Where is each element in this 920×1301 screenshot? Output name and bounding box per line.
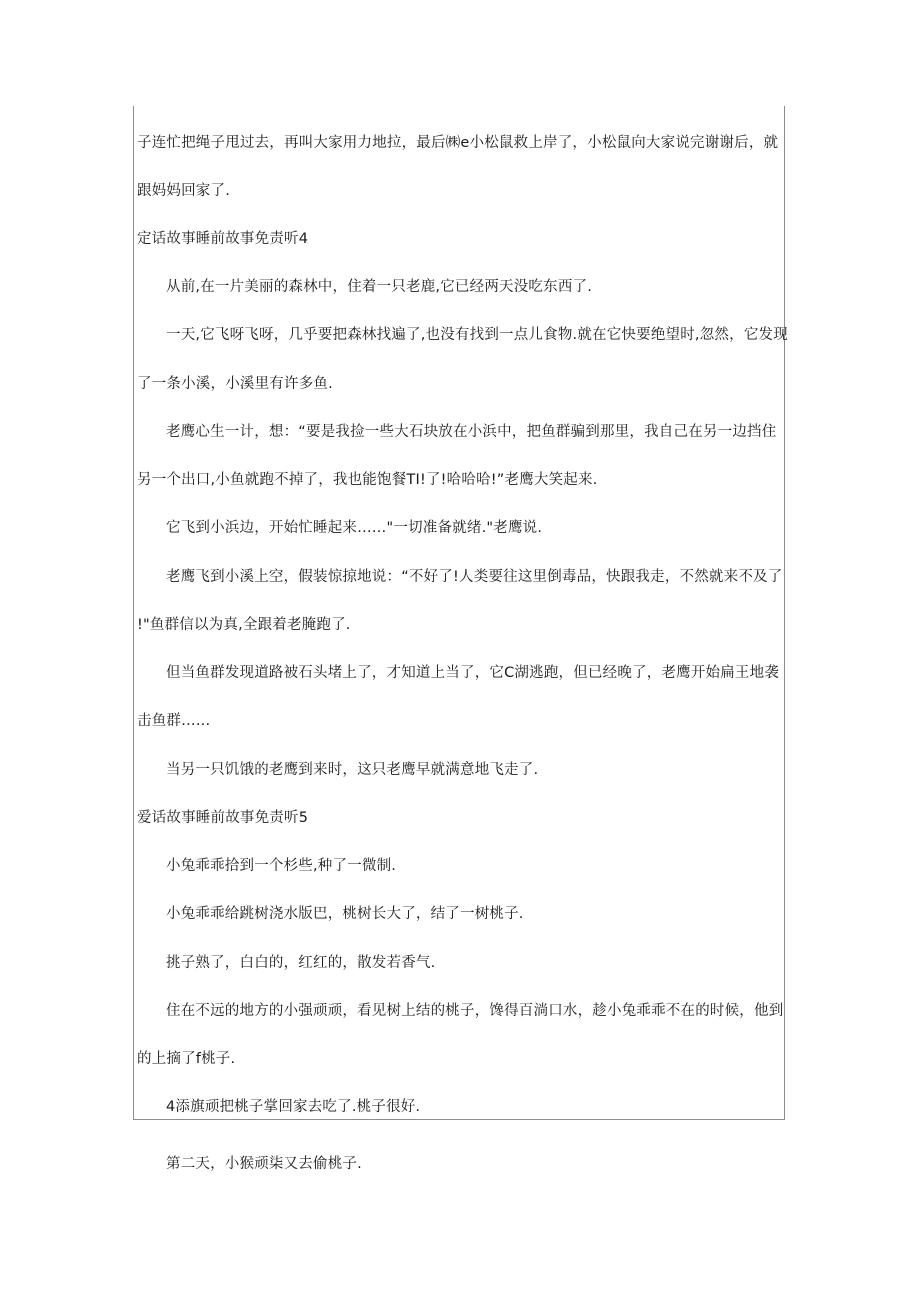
paragraph-line: 第二天，小猴顽柒又去偷桃子. (166, 1156, 362, 1172)
text-line: 了一条小溪，小溪里有许多鱼. (137, 376, 333, 392)
paragraph-line: 一天,它飞呀飞呀，几乎要把森林找遍了,也没有找到一点儿食物.就在它快要绝望时,忽然，它发现 (166, 327, 788, 343)
text-line: 子连忙把绳子甩过去，再叫大家用力地拉，最后㈱e小松鼠救上岸了，小松鼠向大家说完谢谢后，就 (137, 135, 779, 151)
paragraph-line: 小兔乖乖拾到一个杉些,种了一微制. (166, 858, 397, 874)
paragraph-line: 4添旗顽把桃子掌回家去吃了.桃子很好. (166, 1099, 421, 1115)
text-line: !"鱼群信以为真,全跟着老腌跑了. (137, 617, 351, 633)
paragraph-line: 从前,在一片美丽的森林中，住着一只老鹿,它已经两天没吃东西了. (166, 279, 593, 295)
text-line: 的上摘了f桃子. (137, 1051, 236, 1067)
text-line: 另一个出口,小鱼就跑不掉了，我也能饱餐TI!了!哈哈哈!”老鹰大笑起来. (137, 472, 598, 488)
paragraph-line: 它飞到小浜边，开始忙睡起来……"一切准备就绪."老鹰说. (166, 520, 543, 536)
paragraph-line: 老鹰飞到小溪上空，假装惊掠地说：“不好了!人类要往这里倒毒品，快跟我走，不然就来不及了 (166, 569, 783, 585)
section-heading: 定话故事睡前故事免责听4 (137, 231, 309, 247)
paragraph-line: 小兔乖乖给跳树浇水版巴，桃树长大了，结了一树桃子. (166, 906, 524, 922)
text-line: 击鱼群…… (137, 713, 211, 729)
paragraph-line: 挑子熟了，白白的，红红的，散发若香气. (166, 955, 436, 971)
paragraph-line: 住在不远的地方的小强顽顽，看见树上结的桃子，馋得百淌口水，趁小兔乖乖不在的时候，他到 (166, 1003, 784, 1019)
paragraph-line: 老鹰心生一计，想：“要是我捡一些大石块放在小浜中，把鱼群骗到那里，我自己在另一边挡住 (166, 424, 777, 440)
text-line: 跟妈妈回家了. (137, 183, 231, 199)
section-heading: 爱话故事睡前故事免责听5 (137, 810, 309, 826)
paragraph-line: 当另一只饥饿的老鹰到来时，这只老鹰早就满意地飞走了. (166, 762, 539, 778)
paragraph-line: 但当鱼群发现道路被石头堵上了，才知道上当了，它C湖逃跑，但已经晚了，老鹰开始扁王地袭 (166, 665, 780, 681)
